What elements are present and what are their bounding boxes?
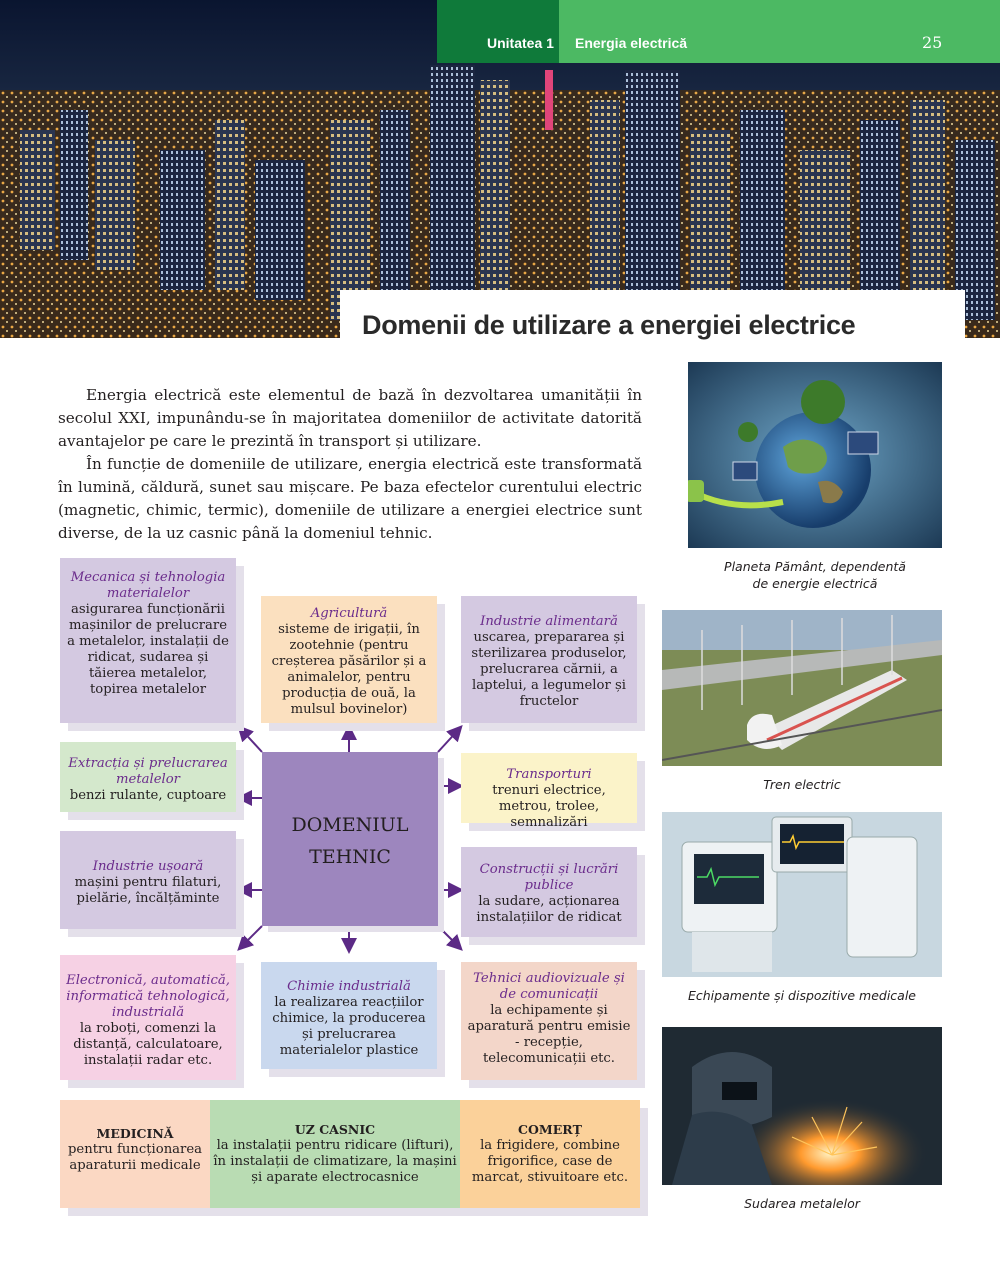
box-extractia bbox=[60, 742, 236, 812]
extractia-title: Extracția și prelucrarea metalelor bbox=[68, 756, 228, 787]
uz-casnic-title: UZ CASNIC bbox=[294, 1122, 376, 1137]
arrow-to-audiovizuale bbox=[438, 926, 460, 948]
arrow-to-electronica bbox=[240, 926, 262, 948]
agricultura-body: sisteme de irigații, în zootehnie (pentru creșterea păsărilor și a animalelor, pentru producția de ouă, la mulsul bovinelor) bbox=[271, 622, 427, 717]
earth-caption-line2: de energie electrică bbox=[752, 576, 878, 591]
box-constructii bbox=[461, 847, 637, 937]
cell-medicina bbox=[60, 1100, 210, 1208]
center-line2: TEHNIC bbox=[309, 846, 391, 868]
center-line1: DOMENIUL bbox=[291, 814, 409, 836]
medicina-title: MEDICINĂ bbox=[96, 1126, 174, 1141]
medicina-body: pentru funcționarea aparaturii medicale bbox=[67, 1142, 203, 1173]
comert-body: la frigidere, combine frigorifice, case de marcat, stivuitoare etc. bbox=[471, 1138, 629, 1185]
intro-paragraph-2: În funcție de domeniile de utilizare, energia electrică este transformată în lumină, căldură, sunet sau mișcare. Pe baza efectelor curentului electric (magnetic, chimic, termic), domeniile de utilizare a energiei electrice sunt diverse, de la uz casnic până la domeniul tehnic. bbox=[58, 455, 642, 542]
box-audiovizuale bbox=[461, 962, 637, 1080]
cell-comert bbox=[460, 1100, 640, 1208]
constructii-body: la sudare, acționarea instalațiilor de ridicat bbox=[476, 894, 622, 925]
cell-uz-casnic bbox=[210, 1100, 460, 1208]
box-transporturi bbox=[461, 753, 637, 830]
page-number: 25 bbox=[922, 33, 943, 52]
bottom-row bbox=[60, 1100, 640, 1208]
usoara-body: mașini pentru filaturi, pielărie, încălțăminte bbox=[74, 875, 222, 906]
electronica-body: la roboți, comenzi la distanță, calculatoare, instalații radar etc. bbox=[73, 1021, 223, 1068]
chapter-title: Energia electrică bbox=[575, 35, 688, 51]
constructii-title: Construcții și lucrări publice bbox=[479, 862, 619, 893]
usoara-title: Industrie ușoară bbox=[92, 859, 204, 874]
chimie-title: Chimie industrială bbox=[287, 979, 411, 994]
alimentara-title: Industrie alimentară bbox=[480, 614, 618, 629]
audiovizuale-title: Tehnici audiovizuale și de comunicații bbox=[473, 971, 625, 1002]
earth-caption-line1: Planeta Pământ, dependentă bbox=[724, 559, 906, 574]
box-agricultura bbox=[261, 596, 437, 723]
box-electronica bbox=[60, 955, 236, 1080]
alimentara-body: uscarea, prepararea și sterilizarea produselor, prelucrarea cărnii, a laptelui, a legumelor și fructelor bbox=[471, 630, 627, 709]
transporturi-title: Transporturi bbox=[506, 767, 592, 782]
arrow-to-alimentara bbox=[438, 728, 460, 752]
center-box-domeniul-tehnic bbox=[262, 752, 438, 926]
box-mecanica bbox=[60, 558, 236, 723]
medical-caption: Echipamente și dispozitive medicale bbox=[687, 988, 916, 1003]
comert-title: COMERȚ bbox=[518, 1122, 582, 1137]
box-alimentara bbox=[461, 596, 637, 723]
train-caption: Tren electric bbox=[763, 777, 841, 792]
intro-paragraph-1: Energia electrică este elementul de bază în dezvoltarea umanității în secolul XXI, impunându-se în majoritatea domeniilor de activitate datorită avantajelor pe care le prezintă în transport și utilizare. bbox=[58, 386, 642, 450]
page-title: Domenii de utilizare a energiei electrice bbox=[362, 310, 856, 340]
unit-label: Unitatea 1 bbox=[487, 35, 554, 51]
uz-casnic-body: la instalații pentru ridicare (lifturi), în instalații de climatizare, la mașini și aparate electrocasnice bbox=[213, 1138, 457, 1185]
transporturi-body: trenuri electrice, metrou, trolee, semnalizări bbox=[492, 783, 606, 830]
box-chimie bbox=[261, 962, 437, 1069]
box-usoara bbox=[60, 831, 236, 929]
mecanica-title: Mecanica și tehnologia materialelor bbox=[70, 570, 226, 601]
welding-caption: Sudarea metalelor bbox=[744, 1196, 860, 1211]
mecanica-body: asigurarea funcționării mașinilor de prelucrare a metalelor, instalații de ridicat, sudarea și tăierea metalelor, topirea metalelor bbox=[67, 602, 229, 697]
agricultura-title: Agricultură bbox=[310, 606, 388, 621]
chimie-body: la realizarea reacțiilor chimice, la producerea și prelucrarea materialelor plastice bbox=[272, 995, 426, 1058]
extractia-body: benzi rulante, cuptoare bbox=[69, 788, 227, 803]
electronica-title: Electronică, automatică, informatică tehnologică, industrială bbox=[66, 973, 230, 1020]
arrow-to-mecanica bbox=[240, 728, 262, 752]
audiovizuale-body: la echipamente și aparatură pentru emisie - recepție, telecomunicații etc. bbox=[467, 1003, 631, 1066]
